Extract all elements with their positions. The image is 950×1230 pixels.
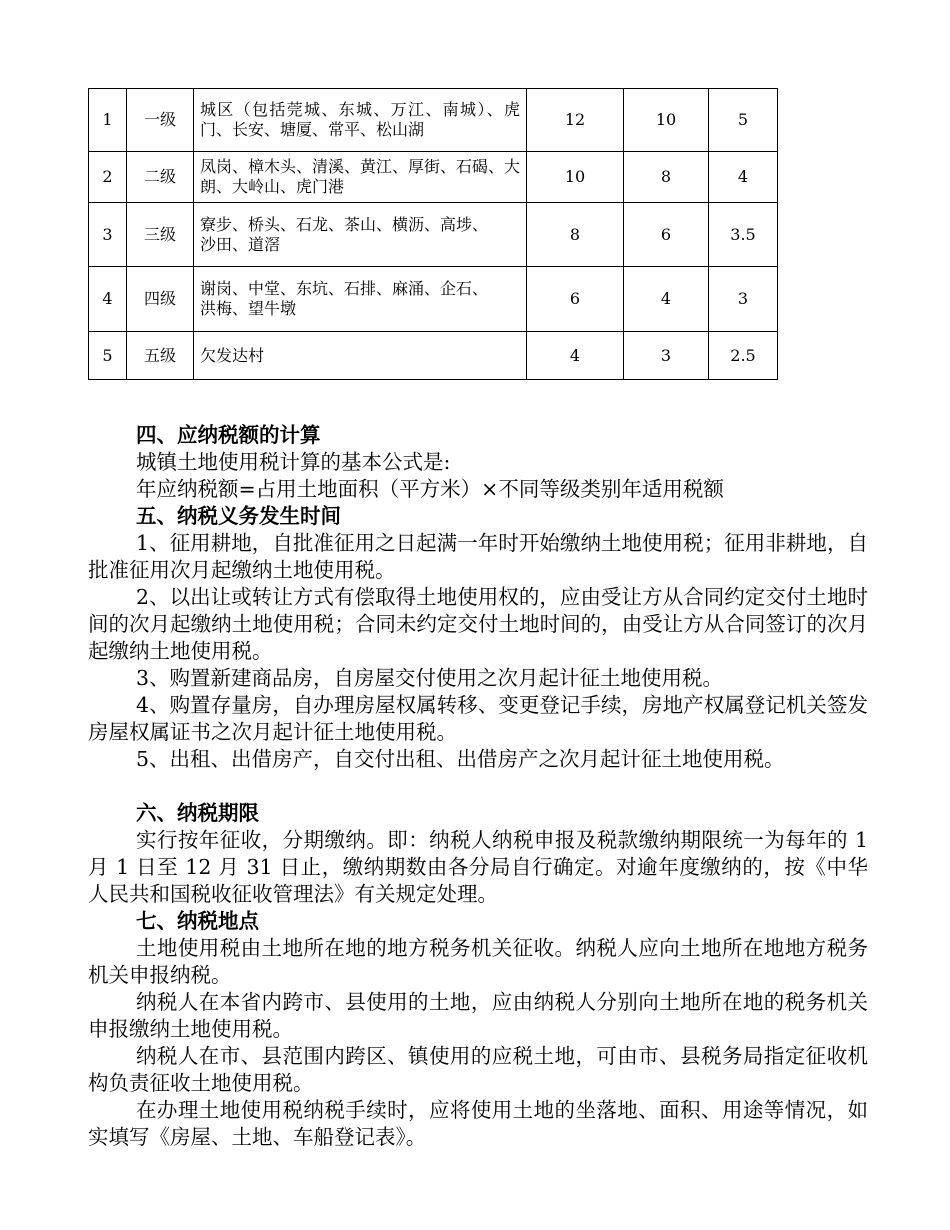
- paragraph: 城镇土地使用税计算的基本公式是:: [136, 450, 451, 474]
- rate-cell-1: 6: [527, 267, 624, 332]
- table-row: [89, 89, 778, 152]
- grade-cell: 二级: [127, 152, 194, 203]
- areas-line-1: 寮步、桥头、石龙、茶山、横沥、高埗、: [200, 214, 489, 234]
- areas-line-2: 洪梅、望牛墩: [200, 299, 297, 318]
- paragraph: 2、以出让或转让方式有偿取得土地使用权的，应由受让方从合同约定交付土地时间的次月起缴纳土地使用税；合同未约定交付土地时间的，由受让方从合同签订的次月起缴纳土地使用税。: [88, 585, 868, 663]
- areas-cell: [194, 203, 527, 267]
- grade-cell: 五级: [127, 332, 194, 380]
- formula: 年应纳税额=占用土地面积（平方米）×不同等级类别年适用税额: [136, 477, 724, 501]
- rate-cell-3: 3.5: [709, 203, 778, 267]
- areas-cell: 城区（包括莞城、东城、万江、南城）、虎门、长安、塘厦、常平、松山湖: [194, 89, 527, 152]
- tax-grade-table: [88, 88, 778, 380]
- grade-cell: 四级: [127, 267, 194, 332]
- areas-cell: 凤岗、樟木头、清溪、黄江、厚街、石碣、大朗、大岭山、虎门港: [194, 152, 527, 203]
- paragraph: 3、购置新建商品房，自房屋交付使用之次月起计征土地使用税。: [136, 666, 724, 690]
- paragraph: 纳税人在本省内跨市、县使用的土地，应由纳税人分别向土地所在地的税务机关申报缴纳土地使用税。: [88, 990, 868, 1041]
- grade-cell: 三级: [127, 203, 194, 267]
- row-number: 4: [89, 267, 127, 332]
- table-row: [89, 267, 778, 332]
- rate-cell-1: 10: [527, 152, 624, 203]
- table-row: [89, 203, 778, 267]
- section-heading: 七、纳税地点: [136, 909, 259, 933]
- document-body: [88, 422, 868, 1151]
- areas-line-1: 谢岗、中堂、东坑、石排、麻涌、企石、: [200, 279, 489, 298]
- paragraph: 土地使用税由土地所在地的地方税务机关征收。纳税人应向土地所在地地方税务机关申报纳税。: [88, 936, 868, 987]
- row-number: 2: [89, 152, 127, 203]
- section-heading: 五、纳税义务发生时间: [136, 504, 341, 528]
- rate-cell-1: 4: [527, 332, 624, 380]
- section-heading: 四、应纳税额的计算: [136, 423, 321, 447]
- rate-cell-3: 2.5: [709, 332, 778, 380]
- rate-cell-1: 12: [527, 89, 624, 152]
- paragraph: 4、购置存量房，自办理房屋权属转移、变更登记手续，房地产权属登记机关签发房屋权属证书之次月起计征土地使用税。: [88, 693, 868, 744]
- section-heading: 六、纳税期限: [136, 801, 259, 825]
- rate-cell-2: 4: [624, 267, 709, 332]
- rate-cell-3: 3: [709, 267, 778, 332]
- rate-cell-3: 5: [709, 89, 778, 152]
- row-number: 5: [89, 332, 127, 380]
- paragraph: 5、出租、出借房产，自交付出租、出借房产之次月起计征土地使用税。: [136, 747, 785, 771]
- paragraph: 实行按年征收，分期缴纳。即：纳税人纳税申报及税款缴纳期限统一为每年的 1 月 1 日至 12 月 31 日止，缴纳期数由各分局自行确定。对逾年度缴纳的，按《中华人民共和国税收征收管理法》有关规定处理。: [88, 828, 868, 906]
- table-row: [89, 152, 778, 203]
- rate-cell-3: 4: [709, 152, 778, 203]
- paragraph: 1、征用耕地，自批准征用之日起满一年时开始缴纳土地使用税；征用非耕地，自批准征用次月起缴纳土地使用税。: [88, 531, 868, 582]
- rate-cell-2: 8: [624, 152, 709, 203]
- table-row: [89, 332, 778, 380]
- areas-cell: 欠发达村: [194, 332, 527, 380]
- spacer: [88, 773, 868, 800]
- grade-cell: 一级: [127, 89, 194, 152]
- rate-cell-2: 3: [624, 332, 709, 380]
- row-number: 3: [89, 203, 127, 267]
- rate-cell-2: 10: [624, 89, 709, 152]
- areas-line-2: 沙田、道滘: [200, 234, 281, 254]
- paragraph: 在办理土地使用税纳税手续时，应将使用土地的坐落地、面积、用途等情况，如实填写《房屋、土地、车船登记表》。: [88, 1098, 868, 1149]
- paragraph: 纳税人在市、县范围内跨区、镇使用的应税土地，可由市、县税务局指定征收机构负责征收土地使用税。: [88, 1044, 868, 1095]
- rate-cell-1: 8: [527, 203, 624, 267]
- areas-cell: [194, 267, 527, 332]
- rate-cell-2: 6: [624, 203, 709, 267]
- row-number: 1: [89, 89, 127, 152]
